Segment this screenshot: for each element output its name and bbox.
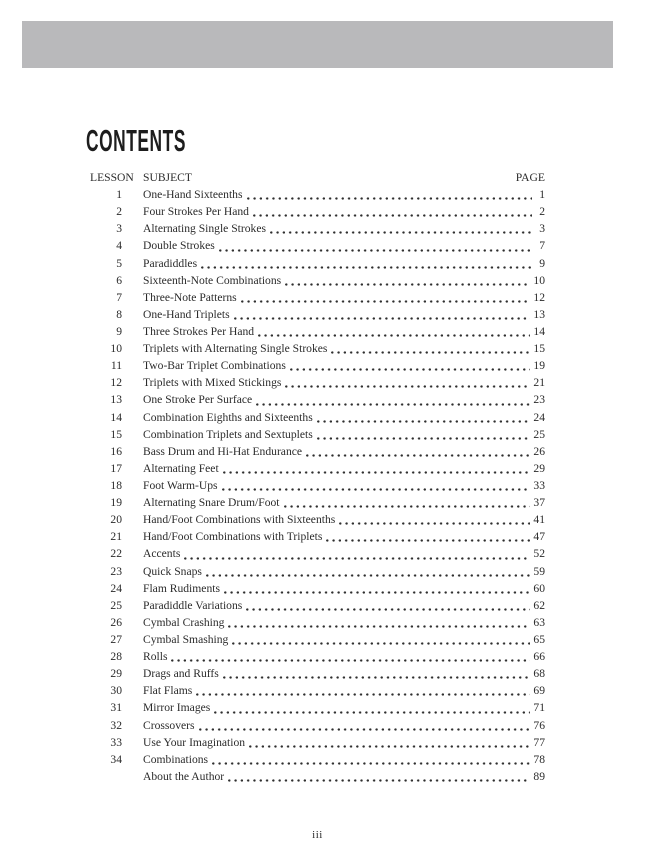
lesson-page-number: 52 (533, 547, 545, 561)
lesson-page-number: 60 (533, 581, 545, 595)
lesson-page-number: 9 (539, 256, 545, 270)
toc-row (90, 203, 545, 220)
lesson-page-number: 14 (533, 324, 545, 338)
lesson-page-number: 63 (533, 615, 545, 629)
toc-row (90, 272, 545, 289)
lesson-number: 15 (110, 427, 122, 441)
lesson-subject: Crossovers (143, 718, 195, 732)
lesson-number: 13 (110, 393, 122, 407)
lesson-number: 8 (116, 307, 122, 321)
lesson-number: 26 (110, 615, 122, 629)
dot-leader (331, 344, 530, 357)
lesson-number: 30 (110, 684, 122, 698)
dot-leader (199, 721, 531, 734)
toc-row (90, 426, 545, 443)
column-header-lesson: LESSON (90, 171, 134, 184)
dot-leader (256, 396, 530, 409)
dot-leader (270, 224, 532, 237)
toc-row (90, 682, 545, 699)
lesson-subject: Alternating Single Strokes (143, 222, 267, 236)
lesson-page-number: 68 (533, 667, 545, 681)
lesson-page-number: 1 (539, 188, 545, 202)
lesson-number: 28 (110, 650, 122, 664)
lesson-number: 9 (116, 324, 122, 338)
lesson-number: 34 (110, 752, 122, 766)
dot-leader (212, 755, 530, 768)
lesson-number: 31 (110, 701, 122, 715)
lesson-subject: One-Hand Triplets (143, 307, 230, 321)
toc-row (90, 717, 545, 734)
lesson-page-number: 62 (533, 598, 545, 612)
dot-leader (201, 259, 532, 272)
lesson-number: 23 (110, 564, 122, 578)
lesson-number: 2 (116, 205, 122, 219)
lesson-number: 17 (110, 461, 122, 475)
lesson-page-number: 71 (533, 701, 545, 715)
dot-leader (234, 310, 531, 323)
toc-row (90, 374, 545, 391)
lesson-page-number: 2 (539, 205, 545, 219)
lesson-subject: Combination Triplets and Sextuplets (143, 427, 313, 441)
lesson-page-number: 15 (533, 342, 545, 356)
toc-row (90, 409, 545, 426)
lesson-page-number: 7 (539, 239, 545, 253)
lesson-subject: Cymbal Smashing (143, 632, 229, 646)
lesson-number: 27 (110, 632, 122, 646)
lesson-page-number: 78 (533, 752, 545, 766)
dot-leader (232, 635, 530, 648)
lesson-subject: Cymbal Crashing (143, 615, 225, 629)
toc-row (90, 511, 545, 528)
toc-row (90, 648, 545, 665)
lesson-number: 1 (116, 188, 122, 202)
lesson-page-number: 47 (533, 530, 545, 544)
dot-leader (317, 413, 531, 426)
lesson-subject: Two-Bar Triplet Combinations (143, 359, 286, 373)
dot-leader (222, 481, 531, 494)
lesson-subject: Four Strokes Per Hand (143, 205, 249, 219)
lesson-subject: Triplets with Mixed Stickings (143, 376, 282, 390)
lesson-subject: Accents (143, 547, 181, 561)
lesson-page-number: 3 (539, 222, 545, 236)
toc-row (90, 443, 545, 460)
toc-row (90, 289, 545, 306)
lesson-page-number: 19 (533, 359, 545, 373)
lesson-number: 11 (110, 359, 122, 373)
toc-row (90, 357, 545, 374)
lesson-page-number: 26 (533, 444, 545, 458)
page-title: CONTENTS (86, 123, 186, 158)
header-banner (22, 21, 613, 68)
dot-leader (285, 378, 530, 391)
lesson-subject: Mirror Images (143, 701, 211, 715)
toc-row (90, 477, 545, 494)
toc-row (90, 340, 545, 357)
lesson-number: 3 (116, 222, 122, 236)
toc-row (90, 306, 545, 323)
toc-row (90, 699, 545, 716)
toc-row (90, 237, 545, 254)
toc-row (90, 631, 545, 648)
lesson-page-number: 66 (533, 650, 545, 664)
lesson-page-number: 23 (533, 393, 545, 407)
dot-leader (290, 361, 531, 374)
lesson-number: 18 (110, 478, 122, 492)
lesson-number: 16 (110, 444, 122, 458)
toc-row (90, 563, 545, 580)
dot-leader (214, 704, 530, 717)
lesson-subject: Rolls (143, 650, 168, 664)
dot-leader (228, 772, 530, 785)
toc-row (90, 391, 545, 408)
dot-leader (258, 327, 530, 340)
lesson-number: 7 (116, 290, 122, 304)
lesson-page-number: 10 (533, 273, 545, 287)
lesson-subject: Alternating Feet (143, 461, 219, 475)
lesson-subject: Bass Drum and Hi-Hat Endurance (143, 444, 303, 458)
dot-leader (249, 738, 530, 751)
lesson-number: 33 (110, 735, 122, 749)
lesson-subject: Foot Warm-Ups (143, 478, 218, 492)
column-header-page: PAGE (515, 171, 545, 184)
lesson-number: 32 (110, 718, 122, 732)
dot-leader (171, 652, 530, 665)
lesson-page-number: 59 (533, 564, 545, 578)
toc-row (90, 734, 545, 751)
lesson-number: 10 (110, 342, 122, 356)
toc-row (90, 665, 545, 682)
lesson-page-number: 21 (533, 376, 545, 390)
lesson-page-number: 41 (533, 513, 545, 527)
dot-leader (184, 550, 530, 563)
table-of-contents (90, 169, 545, 785)
dot-leader (241, 293, 531, 306)
lesson-number: 6 (116, 273, 122, 287)
lesson-number: 24 (110, 581, 122, 595)
lesson-number: 19 (110, 496, 122, 510)
lesson-page-number: 13 (533, 307, 545, 321)
dot-leader (223, 669, 531, 682)
lesson-subject: Alternating Snare Drum/Foot (143, 496, 280, 510)
dot-leader (317, 430, 531, 443)
lesson-subject: Paradiddle Variations (143, 598, 243, 612)
lesson-number: 12 (110, 376, 122, 390)
lesson-number: 29 (110, 667, 122, 681)
dot-leader (284, 498, 531, 511)
dot-leader (228, 618, 530, 631)
lesson-subject: Quick Snaps (143, 564, 202, 578)
dot-leader (206, 567, 530, 580)
lesson-page-number: 77 (533, 735, 545, 749)
lesson-subject: Paradiddles (143, 256, 198, 270)
dot-leader (285, 276, 530, 289)
lesson-subject: Three-Note Patterns (143, 290, 237, 304)
dot-leader (224, 584, 530, 597)
toc-row (90, 597, 545, 614)
lesson-subject: Triplets with Alternating Single Strokes (143, 342, 328, 356)
lesson-page-number: 89 (533, 769, 545, 783)
dot-leader (219, 242, 532, 255)
dot-leader (306, 447, 530, 460)
toc-row (90, 460, 545, 477)
lesson-subject: About the Author (143, 769, 225, 783)
lesson-subject: Flam Rudiments (143, 581, 220, 595)
toc-row (90, 494, 545, 511)
dot-leader (253, 207, 532, 220)
lesson-subject: Use Your Imagination (143, 735, 246, 749)
lesson-number: 20 (110, 513, 122, 527)
dot-leader (196, 686, 530, 699)
toc-row (90, 255, 545, 272)
dot-leader (223, 464, 531, 477)
dot-leader (326, 532, 530, 545)
lesson-number: 4 (116, 239, 122, 253)
toc-row (90, 545, 545, 562)
lesson-number: 25 (110, 598, 122, 612)
lesson-page-number: 69 (533, 684, 545, 698)
toc-list (90, 186, 545, 785)
lesson-number: 14 (110, 410, 122, 424)
lesson-page-number: 37 (533, 496, 545, 510)
lesson-subject: Drags and Ruffs (143, 667, 219, 681)
toc-row (90, 768, 545, 785)
toc-row (90, 186, 545, 203)
lesson-page-number: 24 (533, 410, 545, 424)
dot-leader (246, 601, 530, 614)
lesson-page-number: 33 (533, 478, 545, 492)
toc-header-row (90, 169, 545, 186)
lesson-subject: Double Strokes (143, 239, 215, 253)
lesson-number: 5 (116, 256, 122, 270)
lesson-number: 22 (110, 547, 122, 561)
lesson-page-number: 76 (533, 718, 545, 732)
dot-leader (247, 190, 533, 203)
lesson-subject: Three Strokes Per Hand (143, 324, 255, 338)
lesson-number (90, 768, 122, 785)
lesson-subject: One Stroke Per Surface (143, 393, 253, 407)
lesson-subject: Flat Flams (143, 684, 193, 698)
column-header-subject: SUBJECT (143, 171, 192, 184)
lesson-page-number: 29 (533, 461, 545, 475)
lesson-number: 21 (110, 530, 122, 544)
lesson-subject: One-Hand Sixteenths (143, 188, 243, 202)
lesson-subject: Hand/Foot Combinations with Sixteenths (143, 513, 336, 527)
toc-row (90, 614, 545, 631)
lesson-page-number: 25 (533, 427, 545, 441)
toc-row (90, 323, 545, 340)
lesson-page-number: 65 (533, 632, 545, 646)
lesson-subject: Combination Eighths and Sixteenths (143, 410, 313, 424)
dot-leader (339, 515, 530, 528)
lesson-subject: Hand/Foot Combinations with Triplets (143, 530, 323, 544)
toc-row (90, 580, 545, 597)
toc-row (90, 220, 545, 237)
toc-row (90, 751, 545, 768)
toc-row (90, 528, 545, 545)
lesson-subject: Sixteenth-Note Combinations (143, 273, 282, 287)
folio-page-number: iii (312, 829, 323, 841)
lesson-page-number: 12 (533, 290, 545, 304)
lesson-subject: Combinations (143, 752, 209, 766)
